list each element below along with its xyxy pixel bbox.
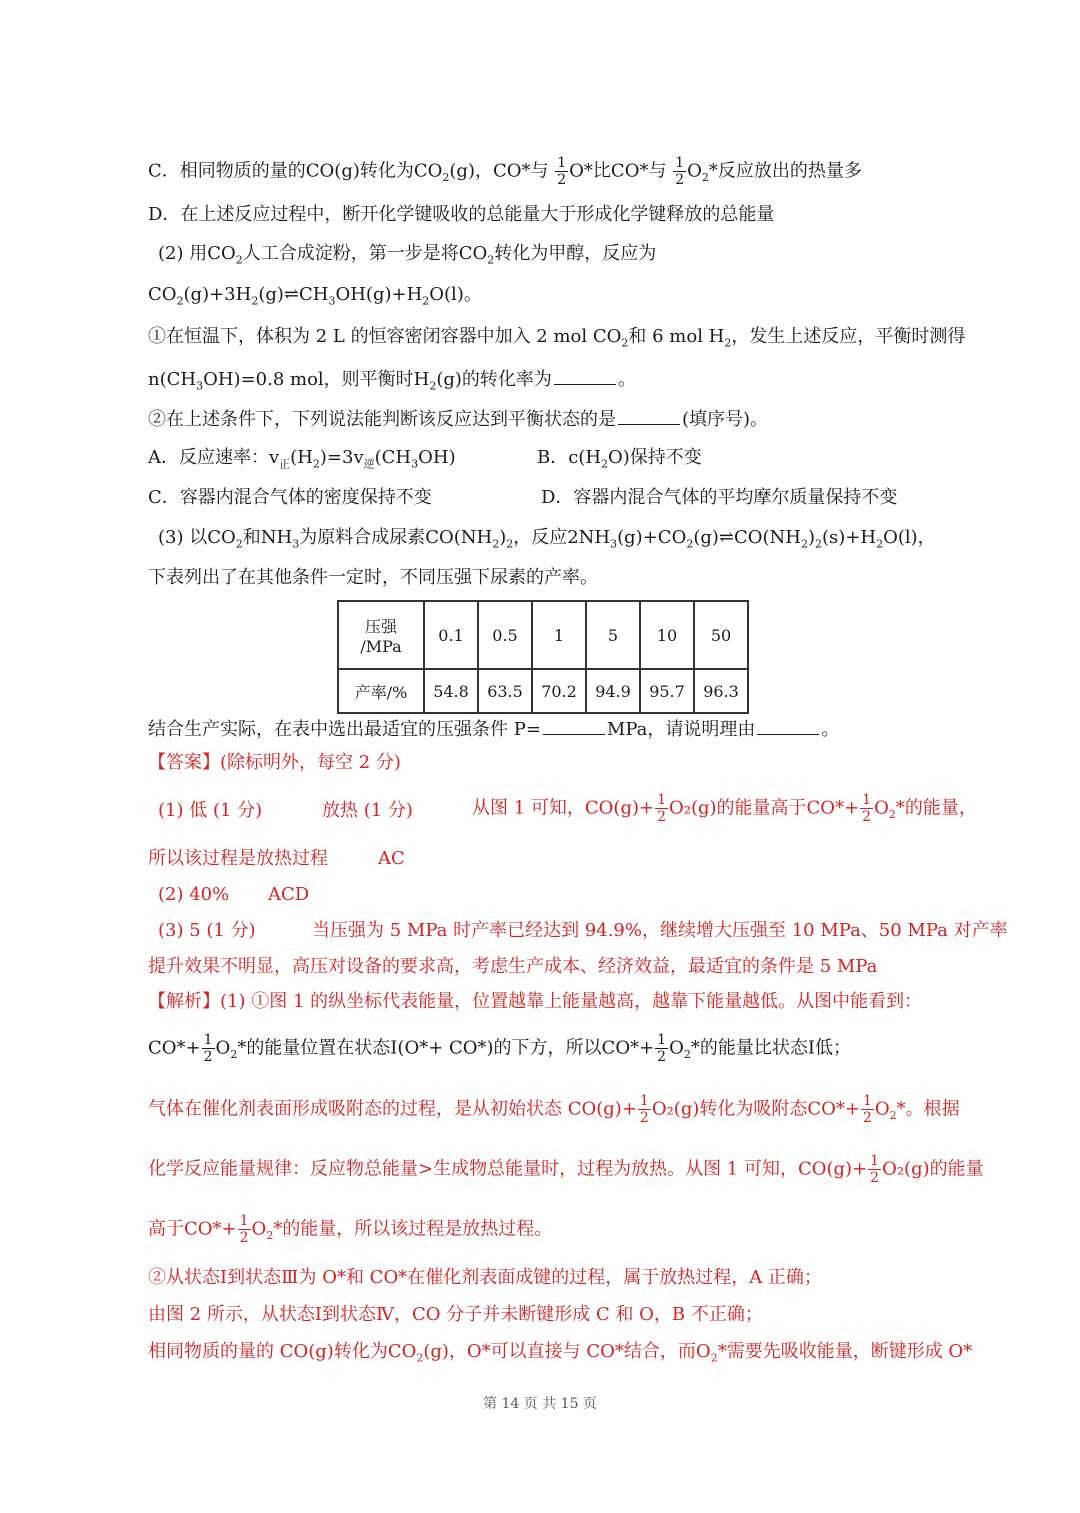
frac-num: 1 bbox=[657, 1032, 667, 1048]
subscript: 2 bbox=[506, 537, 514, 551]
subscript: 2 bbox=[683, 1048, 691, 1062]
subscript: 2 bbox=[621, 336, 629, 350]
pressure-yield-table bbox=[337, 600, 749, 714]
frac-den: 2 bbox=[862, 809, 872, 825]
text: 和 6 mol H bbox=[628, 326, 725, 347]
answer-1-reason bbox=[472, 792, 977, 827]
text: (g)+3H bbox=[183, 284, 252, 305]
table-cell: 50 bbox=[694, 601, 748, 669]
subscript: 3 bbox=[292, 537, 300, 551]
table-cell: 0.5 bbox=[478, 601, 532, 669]
subscript: 2 bbox=[815, 537, 823, 551]
option-a-line bbox=[148, 446, 456, 477]
text: *。根据 bbox=[896, 1098, 960, 1120]
answer-blank[interactable] bbox=[618, 406, 680, 425]
frac-den: 2 bbox=[557, 172, 567, 188]
text: ，发生上述反应，平衡时测得 bbox=[731, 326, 966, 347]
analysis-line1: 【解析】(1) ①图 1 的纵坐标代表能量，位置越靠上能量越高，越靠下能量越低。从图中能看到： bbox=[148, 991, 923, 1012]
subscript: 2 bbox=[889, 1109, 897, 1123]
text: O bbox=[874, 1098, 890, 1120]
text: O₂(g)的能量 bbox=[882, 1158, 984, 1180]
question-2-2-line bbox=[148, 406, 768, 432]
subscript: 2 bbox=[429, 379, 437, 393]
answer-title: 【答案】(除标明外，每空 2 分) bbox=[148, 752, 401, 773]
text: (填序号)。 bbox=[682, 409, 769, 430]
text: (3) 以CO bbox=[158, 527, 236, 548]
subscript: 逆 bbox=[363, 457, 375, 471]
analysis-line3 bbox=[148, 1093, 960, 1128]
text: O bbox=[669, 1037, 684, 1059]
text: *的能量，所以该过程是放热过程。 bbox=[273, 1218, 553, 1240]
subscript: 2 bbox=[800, 537, 808, 551]
subscript: 2 bbox=[251, 294, 259, 308]
text: 转化为甲醇，反应为 bbox=[494, 243, 657, 264]
question-2-1-line1 bbox=[148, 325, 965, 356]
frac-num: 1 bbox=[557, 155, 567, 171]
equation-line bbox=[148, 283, 482, 314]
text: 。 bbox=[617, 369, 636, 390]
frac-num: 1 bbox=[862, 792, 872, 808]
text: )=3v bbox=[319, 447, 364, 468]
answer-1-ac: AC bbox=[378, 848, 405, 869]
table-cell: 96.3 bbox=[694, 669, 748, 713]
table-cell: 70.2 bbox=[532, 669, 586, 713]
frac-den: 2 bbox=[675, 172, 685, 188]
frac-num: 1 bbox=[639, 1093, 649, 1109]
frac-num: 1 bbox=[657, 792, 666, 808]
subscript: 2 bbox=[230, 1048, 238, 1062]
text: ②在上述条件下，下列说法能判断该反应达到平衡状态的是 bbox=[148, 409, 616, 430]
text: O bbox=[251, 1218, 267, 1240]
answer-2-acd: ACD bbox=[268, 884, 310, 905]
text: ①在恒温下，体积为 2 L 的恒容密闭容器中加入 2 mol CO bbox=[148, 326, 622, 347]
subscript: 2 bbox=[686, 537, 694, 551]
subscript: 2 bbox=[492, 537, 500, 551]
text: (g)+CO bbox=[617, 527, 687, 548]
text: (g)，O*可以直接与 CO*结合，而O bbox=[423, 1341, 711, 1362]
text: 和NH bbox=[242, 527, 293, 548]
text: OH)=0.8 mol，则平衡时H bbox=[203, 369, 430, 390]
text: O(l)， bbox=[883, 527, 936, 548]
subscript: 2 bbox=[442, 171, 450, 185]
text: O₂(g)转化为吸附态CO*+ bbox=[651, 1098, 860, 1120]
text: CO*+ bbox=[148, 1037, 201, 1059]
text: 化学反应能量规律：反应物总能量>生成物总能量时，过程为放热。从图 1 可知，CO(g)+ bbox=[148, 1158, 868, 1180]
subscript: 2 bbox=[888, 808, 896, 822]
subscript: 3 bbox=[411, 457, 419, 471]
fraction bbox=[655, 1032, 668, 1065]
frac-num: 1 bbox=[870, 1153, 880, 1169]
subscript: 3 bbox=[328, 294, 336, 308]
text: C．相同物质的量的CO(g)转化为CO bbox=[148, 160, 443, 182]
text: (1) 低 (1 分) bbox=[158, 800, 263, 821]
frac-den: 2 bbox=[639, 1110, 649, 1126]
table-cell: 1 bbox=[532, 601, 586, 669]
fraction bbox=[673, 155, 686, 188]
text: A．反应速率：v bbox=[148, 447, 280, 468]
subscript: 2 bbox=[176, 294, 184, 308]
frac-num: 1 bbox=[862, 1093, 872, 1109]
subscript: 2 bbox=[710, 1351, 718, 1365]
question-2-1-line2 bbox=[148, 366, 636, 399]
subscript: 2 bbox=[312, 457, 320, 471]
subscript: 2 bbox=[266, 1229, 274, 1243]
table-cell: 5 bbox=[586, 601, 640, 669]
frac-den: 2 bbox=[870, 1170, 880, 1186]
answer-1-line bbox=[158, 799, 262, 823]
text: (g)⇌CO(NH bbox=[693, 527, 801, 548]
text: O(l)。 bbox=[429, 284, 482, 305]
answer-blank[interactable] bbox=[554, 366, 616, 385]
table-cell: 10 bbox=[640, 601, 694, 669]
fraction bbox=[860, 792, 873, 825]
text: 高于CO*+ bbox=[148, 1218, 237, 1240]
option-d-line: D．在上述反应过程中，断开化学键吸收的总能量大于形成化学键释放的总能量 bbox=[148, 204, 775, 225]
text: (CH bbox=[374, 447, 412, 468]
analysis-line5 bbox=[148, 1213, 552, 1248]
fraction bbox=[655, 792, 668, 825]
analysis-line4 bbox=[148, 1153, 984, 1186]
answer-3-reason: 当压强为 5 MPa 时产率已经达到 94.9%，继续增大压强至 10 MPa、50 MPa 对产率 bbox=[312, 920, 1008, 941]
subscript: 2 bbox=[235, 253, 243, 267]
question-3-after-line bbox=[148, 716, 839, 742]
text: (g)的转化率为 bbox=[436, 369, 552, 390]
text: (2) 用CO bbox=[158, 243, 236, 264]
subscript: 2 bbox=[601, 457, 609, 471]
subscript: 2 bbox=[235, 537, 243, 551]
subscript: 2 bbox=[487, 253, 495, 267]
analysis-line7: 由图 2 所示，从状态Ⅰ到状态Ⅳ，CO 分子并未断键形成 C 和 O，B 不正确； bbox=[148, 1304, 763, 1325]
answer-2: (2) 40% bbox=[158, 884, 230, 905]
subscript: 正 bbox=[279, 457, 291, 471]
text: O bbox=[687, 160, 702, 182]
fraction bbox=[868, 1153, 881, 1186]
text: OH) bbox=[418, 447, 456, 468]
text: /MPa bbox=[360, 637, 402, 656]
header-cell bbox=[338, 601, 424, 669]
text: 气体在催化剂表面形成吸附态的过程，是从初始状态 CO(g)+ bbox=[148, 1098, 637, 1120]
frac-den: 2 bbox=[203, 1049, 213, 1065]
fraction bbox=[555, 155, 568, 188]
text: (g)⇌CH bbox=[258, 284, 329, 305]
analysis-line8 bbox=[148, 1340, 972, 1371]
text: O*比CO*与 bbox=[569, 160, 667, 182]
text: n(CH bbox=[148, 369, 197, 390]
text: 。 bbox=[821, 719, 840, 740]
answer-blank[interactable] bbox=[757, 716, 819, 735]
frac-num: 1 bbox=[675, 155, 685, 171]
answer-1-line2: 所以该过程是放热过程 bbox=[148, 848, 328, 869]
text: O bbox=[215, 1037, 231, 1059]
table-row bbox=[338, 601, 748, 669]
table-cell: 0.1 bbox=[424, 601, 478, 669]
text: *反应放出的热量多 bbox=[708, 160, 862, 182]
text: ) bbox=[807, 527, 816, 548]
fraction bbox=[638, 1093, 651, 1126]
subscript: 2 bbox=[416, 1351, 424, 1365]
fraction bbox=[238, 1213, 251, 1246]
subscript: 2 bbox=[422, 294, 430, 308]
table-cell: 63.5 bbox=[478, 669, 532, 713]
frac-num: 1 bbox=[203, 1032, 213, 1048]
text: CO bbox=[148, 284, 177, 305]
text: *需要先吸收能量，断键形成 O* bbox=[717, 1341, 973, 1362]
option-c2-line: C．容器内混合气体的密度保持不变 bbox=[148, 487, 432, 508]
table-row bbox=[338, 669, 748, 713]
header-cell: 产率/% bbox=[338, 669, 424, 713]
analysis-line2 bbox=[148, 1032, 851, 1067]
fraction bbox=[861, 1093, 874, 1126]
analysis-line6: ②从状态Ⅰ到状态Ⅲ为 O*和 CO*在催化剂表面成键的过程，属于放热过程，A 正确； bbox=[148, 1267, 822, 1288]
subscript: 2 bbox=[876, 537, 884, 551]
text: O₂(g)的能量高于CO*+ bbox=[669, 797, 860, 819]
subscript: 2 bbox=[724, 336, 732, 350]
text: (g)，CO*与 bbox=[449, 160, 549, 182]
text: (s)+H bbox=[822, 527, 877, 548]
answer-3: (3) 5 (1 分) bbox=[158, 920, 256, 941]
text: B．c(H bbox=[537, 447, 602, 468]
frac-den: 2 bbox=[657, 1049, 667, 1065]
question-3-line bbox=[158, 526, 936, 557]
table-cell: 95.7 bbox=[640, 669, 694, 713]
text: O bbox=[874, 797, 889, 819]
text: 人工合成淀粉，第一步是将CO bbox=[242, 243, 488, 264]
option-c-line bbox=[148, 155, 862, 190]
text: O)保持不变 bbox=[608, 447, 702, 468]
option-d2-line: D．容器内混合气体的平均摩尔质量保持不变 bbox=[541, 487, 898, 508]
text: ，反应2NH bbox=[513, 527, 611, 548]
subscript: 2 bbox=[701, 171, 709, 185]
question-2-line bbox=[158, 242, 656, 273]
answer-1-exo: 放热 (1 分) bbox=[322, 800, 413, 821]
table-cell: 94.9 bbox=[586, 669, 640, 713]
text: *的能量， bbox=[895, 797, 977, 819]
text: 结合生产实际，在表中选出最适宜的压强条件 P= bbox=[148, 719, 541, 740]
frac-num: 1 bbox=[239, 1213, 249, 1229]
table-cell: 54.8 bbox=[424, 669, 478, 713]
text: ) bbox=[499, 527, 507, 548]
answer-3-line2: 提升效果不明显，高压对设备的要求高，考虑生产成本、经济效益，最适宜的条件是 5 MPa bbox=[148, 956, 878, 977]
option-b-line bbox=[537, 446, 702, 477]
frac-den: 2 bbox=[657, 809, 666, 825]
question-3-line2: 下表列出了在其他条件一定时，不同压强下尿素的产率。 bbox=[148, 567, 598, 588]
fraction bbox=[202, 1032, 215, 1065]
text: OH(g)+H bbox=[335, 284, 423, 305]
text: 为原料合成尿素CO(NH bbox=[299, 527, 493, 548]
text: 压强 bbox=[364, 617, 397, 636]
text: 从图 1 可知，CO(g)+ bbox=[472, 797, 655, 819]
text: *的能量位置在状态Ⅰ(O*+ CO*)的下方，所以CO*+ bbox=[237, 1037, 655, 1059]
answer-blank[interactable] bbox=[543, 716, 605, 735]
frac-den: 2 bbox=[862, 1110, 872, 1126]
text: 相同物质的量的 CO(g)转化为CO bbox=[148, 1341, 417, 1362]
text: *的能量比状态Ⅰ低； bbox=[690, 1037, 851, 1059]
text: MPa，请说明理由 bbox=[606, 719, 756, 740]
page-footer: 第 14 页 共 15 页 bbox=[483, 1396, 597, 1412]
subscript: 3 bbox=[196, 379, 204, 393]
text: (H bbox=[290, 447, 313, 468]
subscript: 3 bbox=[610, 537, 618, 551]
frac-den: 2 bbox=[239, 1230, 249, 1246]
